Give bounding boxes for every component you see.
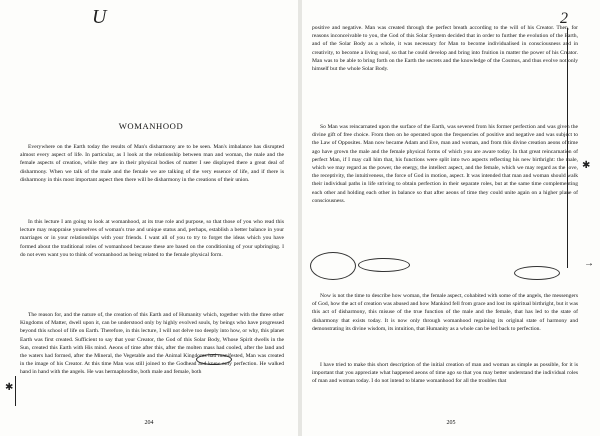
- page-number: 205: [446, 420, 456, 426]
- right-page: [302, 0, 600, 436]
- handwritten-page-mark: 2: [560, 10, 568, 27]
- left-paragraph-2: In this lecture I am going to look at womanhood, at its true role and purpose, so that those of you who read this lecture may reappraise yourselves of woman's true and unique status and, perhaps, establish a better balance in your marriages or in your relationships with your friends. I want all of you to try to forget the ideas which you have formed about the traditional roles of womanhood because these are based on the conditioning of your upbringing. I do not even want you to think of womanhood as being related to the female physical form.: [20, 219, 284, 258]
- chapter-title: WOMANHOOD: [118, 121, 184, 131]
- handwritten-margin-bracket: [15, 376, 16, 406]
- page-number: 204: [144, 420, 154, 426]
- left-page: [0, 0, 298, 436]
- handwritten-arrow-mark: →: [584, 258, 594, 269]
- handwritten-star-mark: ✱: [5, 382, 14, 393]
- handwritten-margin-line: [567, 28, 568, 268]
- left-paragraph-1: Everywhere on the Earth today the results of Man's disharmony are to be seen. Man's imbalance has disrupted almost every aspect of life. In particular, as I look at the relationship between man and woman, the male and the female aspects of creation, while they are in their physical bodies of matter I see displayed there a great deal of disharmony. When we talk of the male and the female we are talking of the very essence of life, and if there is disharmony in this most important aspect then there will be disharmony in the creations of their union.: [20, 144, 284, 183]
- right-paragraph-1: positive and negative. Man was created through the perfect breath according to the will of his Creator. Then, for reasons inconceivable to you, the God of this Solar System decided that in order to further the evolution of the Earth, and of the Solar Body as a whole, it was necessary for Man to become individualised in consciousness and in creativity, to become a living soul, so that he could develop and bring into fruition in matter the power of his Creator. Man was to be able to bring forth on the Earth the secrets and the knowledge of the Cosmos, and thus evolve not only himself but the whole Solar Body.: [312, 25, 578, 73]
- handwritten-circle: [358, 258, 410, 272]
- handwritten-circle: [310, 252, 356, 280]
- handwritten-circle: [514, 266, 560, 280]
- right-paragraph-4: I have tried to make this short description of the initial creation of man and woman as simple as possible, for it is important that you appreciate what happened aeons of time ago so that you may better understand the individual roles of man and woman today. I do not intend to blame womanhood for all the troubles that: [312, 362, 578, 385]
- right-paragraph-2: So Man was reincarnated upon the surface of the Earth, was severed from his former perfection and was given the divine gift of free choice. From then on he operated upon the frequencies of positive and negative and was subject to the Law of Opposites. Man now became Adam and Eve, man and woman, and from this divine creation aeons of time ago have grown the male and the female physical forms of which you are aware today. In that great reincarnation of perfect Man, if I may call him that, his functions were split into two aspects reflecting his new birthright: the male, which we may regard as the power, the energy, the intellect aspect, and the female, which we may regard as the love, the receptivity, the intuitiveness, the force of God in motion, aspect. It was intended that man and woman should walk their individual paths in life striving to obtain perfection in their separate roles, but at the same time complementing each other and holding each other in balance so that after aeons of time they could unite again on a higher plane of consciousness.: [312, 124, 578, 204]
- handwritten-page-mark: U: [92, 6, 107, 28]
- handwritten-circle: [196, 354, 232, 365]
- right-paragraph-3: Now is not the time to describe how woman, the female aspect, cohabited with some of the angels, the messengers of God, how the act of creation was abused and how Mankind fell from grace and lost its spiritual birthright, but it was this act of disharmony, this misuse of the true function of the male and the female, that has led to the state of disharmony that exists today. It is now only through womanhood regaining its original state of harmony and demonstrating its divine wisdom, its intuition, that Humanity as a whole can be led back to perfection.: [312, 293, 578, 332]
- left-paragraph-3: The reason for, and the nature of, the creation of this Earth and of Humanity which, together with the three other Kingdoms of Matter, dwell upon it, can be understood only by highly evolved souls, by beings who have progressed beyond this school of life on Earth. Therefore, in this lecture, I will not delve too deeply into how, or why, this planet Earth was first created. Sufficient to say that your Creator, the God of this Solar Body, Whose Spirit dwells in the Sun, created this Earth with His mind. Aeons of time after this, after the molten mass had cooled, after the land and the waters had formed, after the Mineral, the Vegetable and the Animal Kingdoms had manifested, Man was created in the image of his Creator. At this time Man was still joined to the Godhead and knew only perfection. He walked hand in hand with the angels. He was hermaphrodite, both male and female, both: [20, 312, 284, 376]
- handwritten-star-mark: ✱: [582, 160, 591, 171]
